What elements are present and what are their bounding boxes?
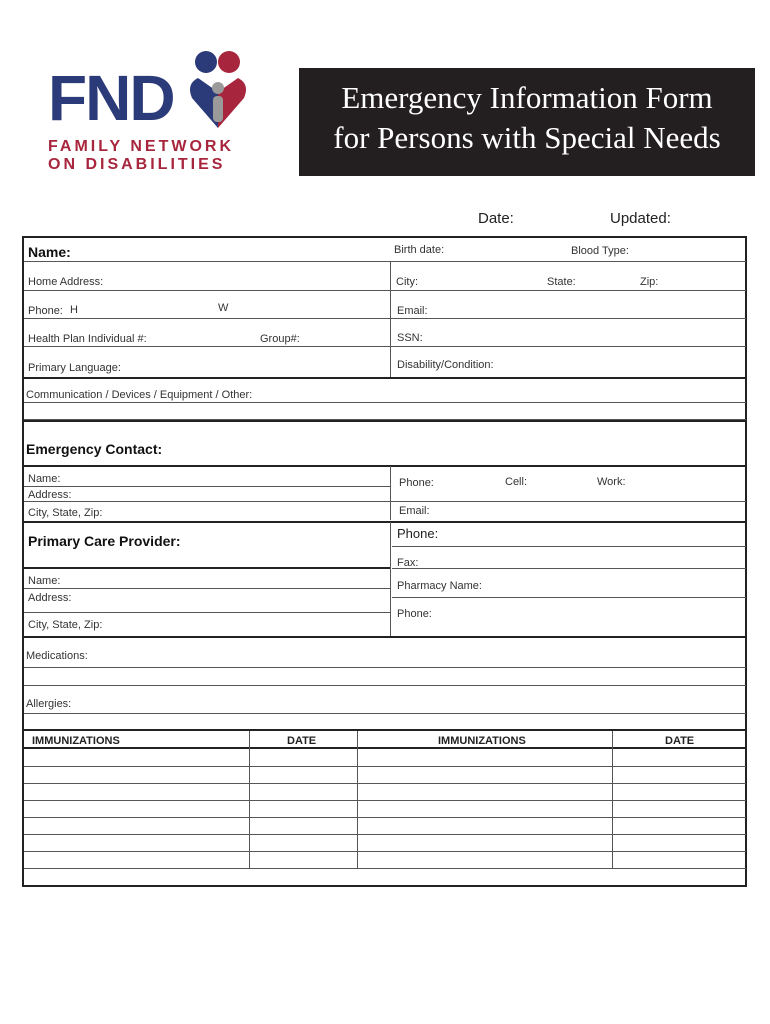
- name-label: Name:: [28, 244, 71, 260]
- pharmacy-name-field[interactable]: [490, 570, 744, 596]
- immunization-cell[interactable]: [25, 801, 249, 816]
- date-cell[interactable]: [251, 767, 356, 782]
- city-field[interactable]: [425, 270, 543, 289]
- pcp-address-label: Address:: [28, 592, 72, 604]
- divider: [24, 261, 746, 262]
- pharmacy-name-label: Pharmacy Name:: [397, 580, 482, 592]
- ssn-field[interactable]: [428, 326, 744, 345]
- divider: [24, 713, 746, 714]
- date-cell[interactable]: [614, 767, 745, 782]
- pcp-name-label: Name:: [28, 575, 61, 587]
- form-title-box: [299, 68, 755, 176]
- medications-label: Medications:: [26, 650, 88, 662]
- ec-city-state-zip-label: City, State, Zip:: [28, 507, 103, 519]
- date-cell[interactable]: [614, 749, 745, 764]
- date-cell[interactable]: [614, 801, 745, 816]
- date-cell[interactable]: [614, 784, 745, 799]
- ec-address-label: Address:: [28, 489, 72, 501]
- medications-field[interactable]: [95, 640, 743, 666]
- immunization-cell[interactable]: [25, 835, 249, 850]
- immunization-cell[interactable]: [25, 767, 249, 782]
- section-divider: [24, 521, 746, 523]
- ec-email-field[interactable]: [432, 503, 744, 519]
- primary-language-label: Primary Language:: [28, 362, 121, 374]
- emergency-contact-heading: Emergency Contact:: [26, 441, 163, 457]
- ec-cell-label: Cell:: [505, 476, 528, 488]
- immunization-cell[interactable]: [359, 801, 611, 816]
- allergies-label: Allergies:: [26, 698, 72, 710]
- communication-field[interactable]: [265, 382, 743, 401]
- date-cell[interactable]: [614, 835, 745, 850]
- ec-phone-label: Phone:: [399, 477, 434, 489]
- birth-date-label: Birth date:: [394, 244, 445, 256]
- ec-city-state-zip-field[interactable]: [108, 503, 387, 519]
- ec-name-field[interactable]: [65, 468, 387, 485]
- ec-name-label: Name:: [28, 473, 61, 485]
- state-label: State:: [547, 276, 576, 288]
- divider: [392, 568, 746, 569]
- home-phone-field[interactable]: [82, 298, 212, 317]
- email-label: Email:: [397, 305, 428, 317]
- home-address-field[interactable]: [110, 270, 388, 289]
- phone-h-label: H: [70, 304, 78, 316]
- immunization-cell[interactable]: [359, 767, 611, 782]
- zip-field[interactable]: [662, 270, 744, 289]
- email-field[interactable]: [432, 298, 744, 317]
- table-row-divider: [24, 868, 746, 869]
- health-plan-label: Health Plan Individual #:: [28, 333, 147, 345]
- phone-w-label: W: [218, 302, 229, 314]
- immunization-cell[interactable]: [359, 835, 611, 850]
- column-divider: [390, 466, 391, 520]
- communication-field-2[interactable]: [26, 404, 744, 418]
- form-title-line1: Emergency Information Form: [341, 80, 713, 115]
- divider: [24, 501, 746, 502]
- immunization-cell[interactable]: [25, 784, 249, 799]
- heart-people-icon: [188, 48, 248, 130]
- section-divider: [24, 465, 746, 467]
- pcp-phone-field[interactable]: [440, 524, 744, 545]
- ec-work-label: Work:: [597, 476, 626, 488]
- date-cell[interactable]: [614, 852, 745, 867]
- logo-line2: ON DISABILITIES: [48, 156, 226, 173]
- divider: [24, 402, 746, 403]
- date-cell[interactable]: [251, 784, 356, 799]
- section-divider: [24, 420, 746, 422]
- date-label: Date:: [478, 210, 514, 227]
- state-field[interactable]: [582, 270, 637, 289]
- group-field[interactable]: [305, 326, 387, 345]
- blood-type-field[interactable]: [635, 240, 743, 260]
- ec-address-field[interactable]: [75, 488, 387, 500]
- section-divider: [24, 377, 746, 379]
- disability-field[interactable]: [500, 354, 744, 374]
- health-plan-field[interactable]: [155, 326, 255, 345]
- medications-field-2[interactable]: [26, 669, 744, 684]
- city-label: City:: [396, 276, 418, 288]
- pcp-name-input[interactable]: [28, 548, 388, 566]
- divider: [24, 486, 390, 487]
- home-address-label: Home Address:: [28, 276, 104, 288]
- column-divider: [390, 261, 391, 378]
- table-col-divider: [612, 731, 613, 868]
- divider: [24, 667, 746, 668]
- ec-cell-field[interactable]: [530, 470, 592, 498]
- divider: [24, 318, 746, 319]
- immunization-cell[interactable]: [359, 784, 611, 799]
- primary-care-heading: Primary Care Provider:: [28, 533, 181, 549]
- immunization-cell[interactable]: [359, 749, 611, 764]
- table-col-divider: [249, 731, 250, 868]
- ec-work-field[interactable]: [630, 470, 744, 498]
- logo-abbr: FND: [48, 62, 174, 134]
- divider: [24, 685, 746, 686]
- updated-label: Updated:: [610, 210, 671, 227]
- date-cell[interactable]: [614, 818, 745, 833]
- ec-email-label: Email:: [399, 505, 430, 517]
- name-field[interactable]: [75, 240, 385, 260]
- immunization-cell[interactable]: [359, 852, 611, 867]
- ssn-label: SSN:: [397, 332, 423, 344]
- date-cell[interactable]: [251, 749, 356, 764]
- divider: [24, 612, 390, 613]
- divider: [392, 597, 746, 598]
- pcp-city-state-zip-label: City, State, Zip:: [28, 619, 103, 631]
- date-cell[interactable]: [251, 852, 356, 867]
- immunization-cell[interactable]: [359, 818, 611, 833]
- form-title-line2: for Persons with Special Needs: [333, 120, 721, 155]
- table-col-divider: [357, 731, 358, 868]
- phone-label: Phone:: [28, 305, 63, 317]
- pcp-fax-label: Fax:: [397, 557, 419, 569]
- blood-type-label: Blood Type:: [571, 245, 629, 257]
- section-divider: [24, 636, 746, 638]
- communication-label: Communication / Devices / Equipment / Other:: [26, 389, 253, 401]
- logo-line1: FAMILY NETWORK: [48, 138, 235, 155]
- group-label: Group#:: [260, 333, 300, 345]
- immunization-cell[interactable]: [25, 852, 249, 867]
- imm-header-2: DATE: [287, 735, 317, 747]
- pcp-phone-label: Phone:: [397, 526, 439, 541]
- pharmacy-phone-field[interactable]: [440, 599, 744, 635]
- immunization-cell[interactable]: [25, 818, 249, 833]
- divider: [24, 346, 746, 347]
- pcp-city-state-zip-field[interactable]: [108, 614, 387, 635]
- imm-header-1: IMMUNIZATIONS: [32, 735, 120, 747]
- imm-header-3: IMMUNIZATIONS: [438, 735, 526, 747]
- fnd-logo: [48, 48, 258, 178]
- date-cell[interactable]: [251, 801, 356, 816]
- date-cell[interactable]: [251, 835, 356, 850]
- zip-label: Zip:: [640, 276, 659, 288]
- pcp-address-field[interactable]: [75, 590, 387, 611]
- pcp-name-field[interactable]: [65, 570, 387, 587]
- birth-date-field[interactable]: [450, 240, 565, 260]
- date-cell[interactable]: [251, 818, 356, 833]
- disability-label: Disability/Condition:: [397, 359, 494, 371]
- imm-header-4: DATE: [665, 735, 695, 747]
- divider: [24, 588, 390, 589]
- allergies-field[interactable]: [78, 688, 744, 712]
- divider: [24, 290, 746, 291]
- primary-language-field[interactable]: [128, 354, 386, 374]
- work-phone-field[interactable]: [232, 298, 387, 317]
- section-divider: [24, 567, 390, 569]
- immunization-cell[interactable]: [25, 749, 249, 764]
- divider: [392, 546, 746, 547]
- pcp-fax-field[interactable]: [425, 549, 744, 567]
- column-divider: [390, 522, 391, 636]
- pharmacy-phone-label: Phone:: [397, 608, 432, 620]
